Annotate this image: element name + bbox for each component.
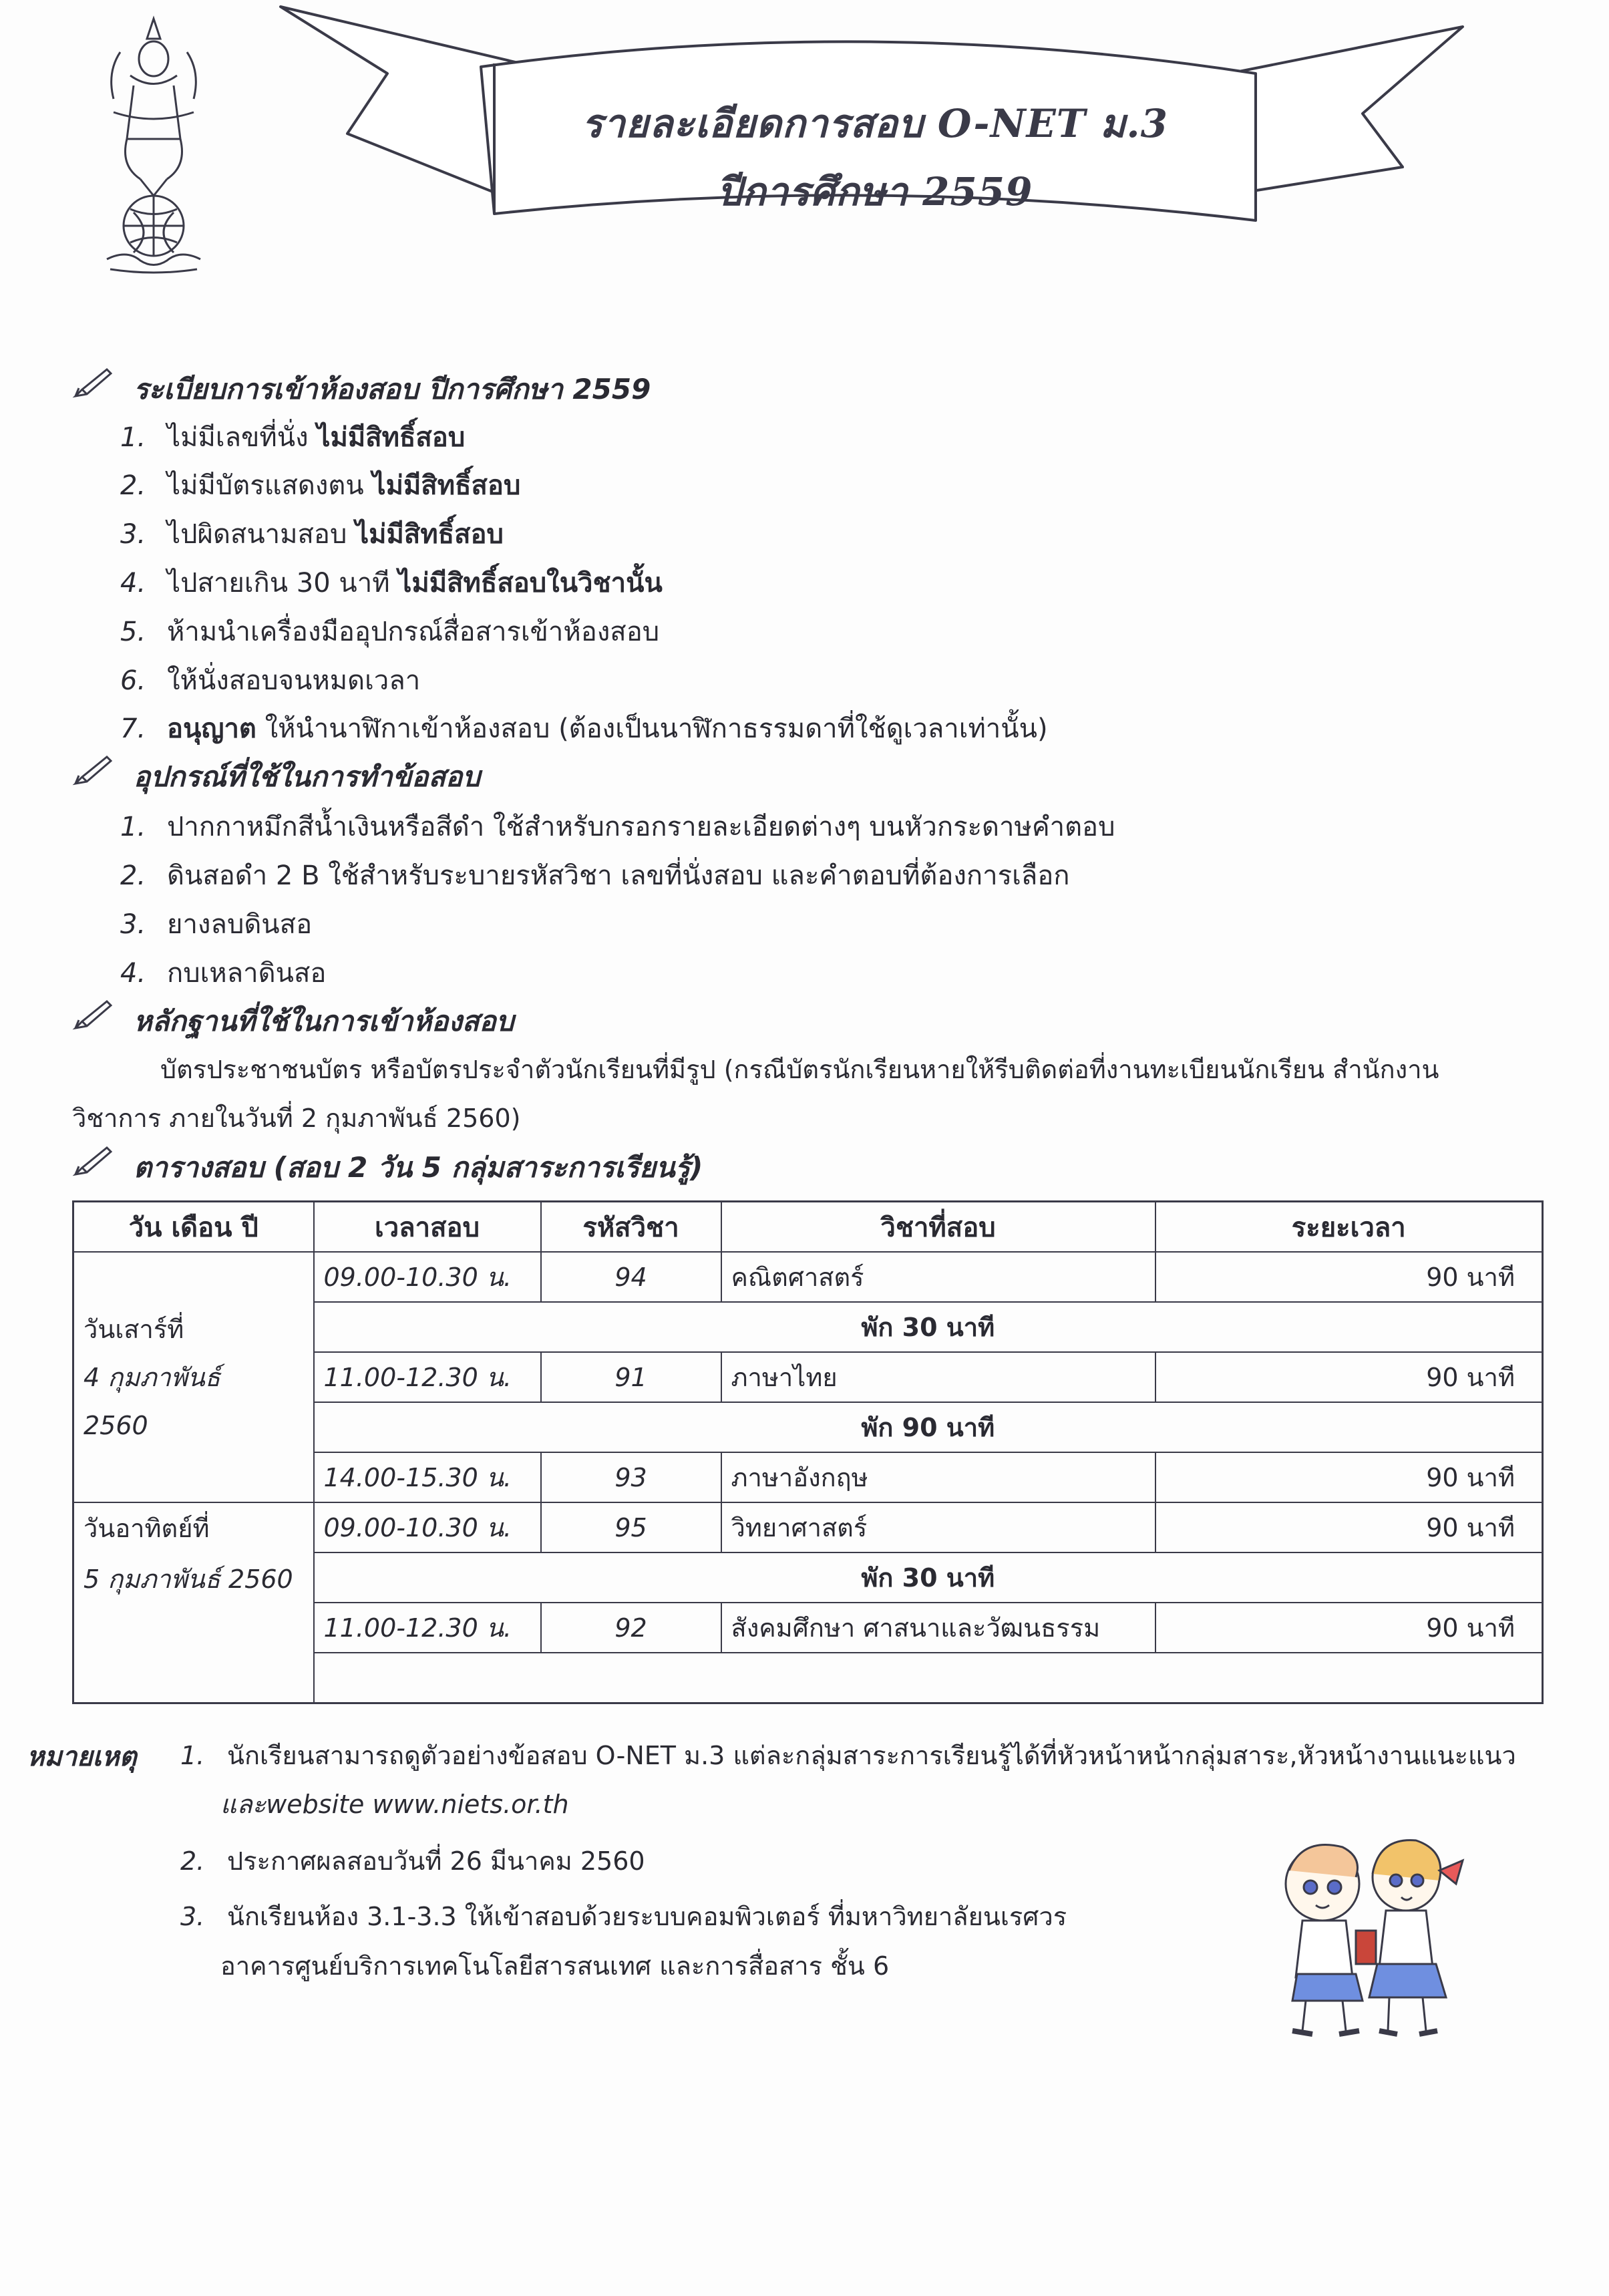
duration-cell: 90 นาที	[1155, 1603, 1543, 1653]
pen-icon	[72, 1144, 112, 1178]
rule-item: 7. อนุญาต ให้นำนาฬิกาเข้าห้องสอบ (ต้องเป็นนาฬิกาธรรมดาที่ใช้ดูเวลาเท่านั้น)	[120, 713, 1048, 744]
equipment-item: 3. ยางลบดินสอ	[120, 909, 313, 940]
evidence-heading: หลักฐานที่ใช้ในการเข้าห้องสอบ	[134, 1005, 514, 1037]
date-label: 4 กุมภาพันธ์	[83, 1362, 220, 1392]
break-cell: พัก 90 นาที	[314, 1402, 1543, 1452]
note-item-continued: และwebsite www.niets.or.th	[220, 1790, 569, 1819]
time-cell: 11.00-12.30 น.	[314, 1352, 541, 1402]
duration-cell: 90 นาที	[1155, 1502, 1543, 1552]
rule-item: 2. ไม่มีบัตรแสดงตน ไม่มีสิทธิ์สอบ	[120, 470, 521, 501]
duration-cell: 90 นาที	[1155, 1352, 1543, 1402]
rule-item: 1. ไม่มีเลขที่นั่ง ไม่มีสิทธิ์สอบ	[120, 422, 466, 453]
column-header: รหัสวิชา	[541, 1202, 721, 1253]
code-cell: 91	[541, 1352, 721, 1402]
column-header: วัน เดือน ปี	[73, 1202, 314, 1253]
rules-heading: ระเบียบการเข้าห้องสอบ ปีการศึกษา 2559	[134, 373, 651, 405]
evidence-line: วิชาการ ภายในวันที่ 2 กุมภาพันธ์ 2560)	[72, 1104, 521, 1133]
column-header: วิชาที่สอบ	[721, 1202, 1155, 1253]
equipment-item: 1. ปากกาหมึกสีน้ำเงินหรือสีดำ ใช้สำหรับกรอกรายละเอียดต่างๆ บนหัวกระดาษคำตอบ	[120, 812, 1115, 842]
page-subtitle: ปีการศึกษา 2559	[717, 169, 1033, 214]
rule-item: 5. ห้ามนำเครื่องมืออุปกรณ์สื่อสารเข้าห้องสอบ	[120, 617, 660, 647]
column-header: เวลาสอบ	[314, 1202, 541, 1253]
column-header: ระยะเวลา	[1155, 1202, 1543, 1253]
year-label: 2560	[83, 1410, 148, 1440]
break-cell: พัก 30 นาที	[314, 1302, 1543, 1352]
note-item: 2. ประกาศผลสอบวันที่ 26 มีนาคม 2560	[180, 1846, 645, 1876]
subject-cell: วิทยาศาสตร์	[721, 1502, 1155, 1552]
day-cell	[73, 1502, 314, 1703]
subject-cell: คณิตศาสตร์	[721, 1252, 1155, 1302]
table-row	[73, 1502, 1543, 1552]
subject-cell: ภาษาอังกฤษ	[721, 1452, 1155, 1502]
pen-icon	[72, 366, 112, 399]
notes-label: หมายเหตุ	[27, 1742, 137, 1772]
code-cell: 95	[541, 1502, 721, 1552]
day-cell	[73, 1252, 314, 1502]
exam-schedule-table	[72, 1200, 1544, 1704]
subject-cell: ภาษาไทย	[721, 1352, 1155, 1402]
day-label: วันอาทิตย์ที่	[83, 1514, 210, 1543]
school-emblem-icon	[94, 12, 214, 279]
code-cell: 92	[541, 1603, 721, 1653]
date-label: 5 กุมภาพันธ์ 2560	[83, 1565, 293, 1594]
equipment-item: 4. กบเหลาดินสอ	[120, 958, 327, 989]
rule-item: 3. ไปผิดสนามสอบ ไม่มีสิทธิ์สอบ	[120, 519, 504, 550]
note-item: 3. นักเรียนห้อง 3.1-3.3 ให้เข้าสอบด้วยระบบคอมพิวเตอร์ ที่มหาวิทยาลัยนเรศวร	[180, 1902, 1067, 1931]
pen-icon	[72, 998, 112, 1031]
time-cell: 11.00-12.30 น.	[314, 1603, 541, 1653]
pen-icon	[72, 754, 112, 787]
duration-cell: 90 นาที	[1155, 1252, 1543, 1302]
day-label: วันเสาร์ที่	[83, 1314, 184, 1344]
duration-cell: 90 นาที	[1155, 1452, 1543, 1502]
subject-cell: สังคมศึกษา ศาสนาและวัฒนธรรม	[721, 1603, 1155, 1653]
rule-item: 6. ให้นั่งสอบจนหมดเวลา	[120, 665, 421, 696]
note-item-continued: อาคารศูนย์บริการเทคโนโลยีสารสนเทศ และการสื่อสาร ชั้น 6	[220, 1951, 890, 1981]
evidence-line: บัตรประชาชนบัตร หรือบัตรประจำตัวนักเรียนที่มีรูป (กรณีบัตรนักเรียนหายให้รีบติดต่อที่งานทะเบียนนักเรียน สำนักงาน	[160, 1055, 1439, 1084]
time-cell: 14.00-15.30 น.	[314, 1452, 541, 1502]
rule-item: 4. ไปสายเกิน 30 นาที ไม่มีสิทธิ์สอบในวิชานั้น	[120, 568, 663, 599]
code-cell: 94	[541, 1252, 721, 1302]
equipment-item: 2. ดินสอดำ 2 B ใช้สำหรับระบายรหัสวิชา เลขที่นั่งสอบ และคำตอบที่ต้องการเลือก	[120, 860, 1070, 891]
empty-cell	[314, 1653, 1543, 1703]
note-item: 1. นักเรียนสามารถดูตัวอย่างข้อสอบ O-NET ม.3 แต่ละกลุ่มสาระการเรียนรู้ได้ที่หัวหน้าหน้ากลุ่มสาระ,หัวหน้างานแนะแนว	[180, 1741, 1516, 1770]
students-illustration	[1256, 1830, 1476, 2051]
equipment-heading: อุปกรณ์ที่ใช้ในการทำข้อสอบ	[134, 760, 481, 793]
break-cell: พัก 30 นาที	[314, 1552, 1543, 1603]
time-cell: 09.00-10.30 น.	[314, 1502, 541, 1552]
page-title: รายละเอียดการสอบ O-NET ม.3	[582, 101, 1168, 146]
table-header-row	[73, 1202, 1543, 1253]
table-row	[73, 1252, 1543, 1302]
schedule-heading: ตารางสอบ (สอบ 2 วัน 5 กลุ่มสาระการเรียนรู้)	[134, 1151, 703, 1184]
time-cell: 09.00-10.30 น.	[314, 1252, 541, 1302]
code-cell: 93	[541, 1452, 721, 1502]
